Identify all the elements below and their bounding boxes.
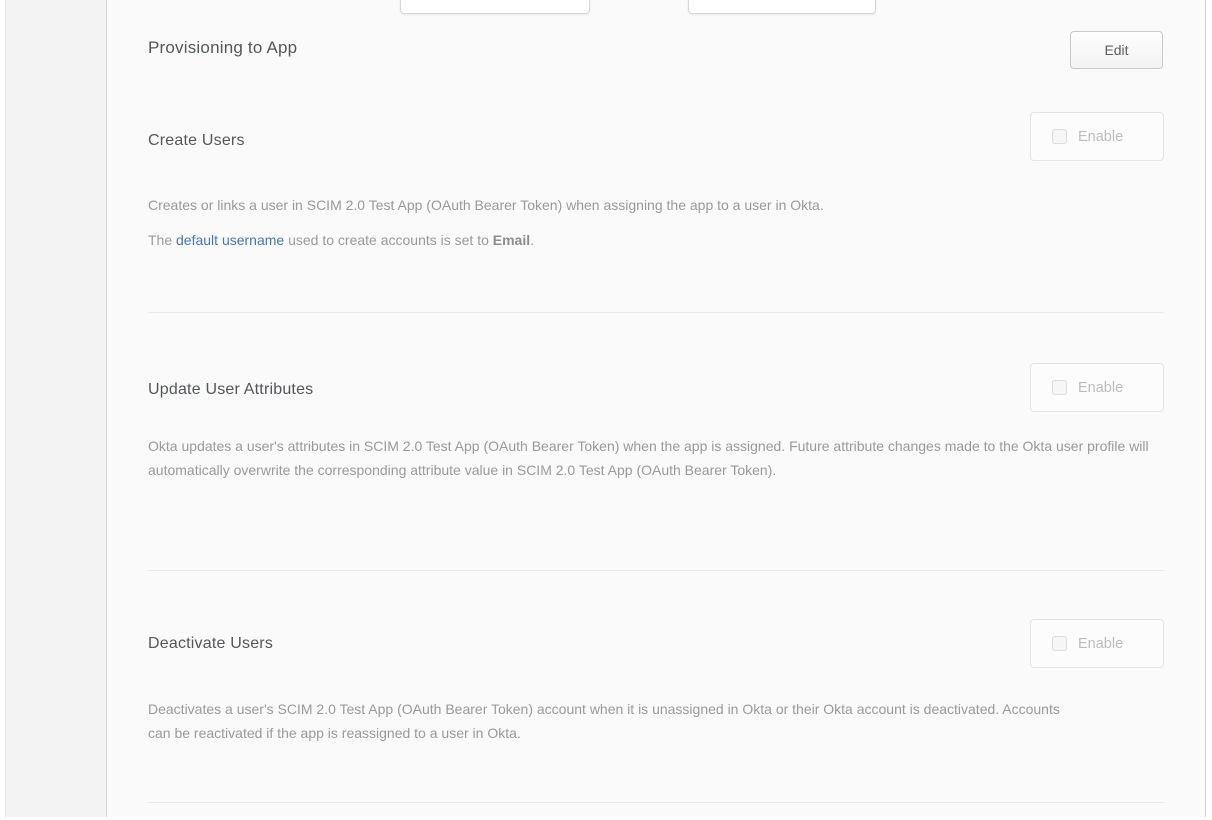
cutoff-input-box-right[interactable] xyxy=(688,0,876,14)
left-nav-rail xyxy=(5,0,107,817)
enable-checkbox-icon[interactable] xyxy=(1052,129,1067,144)
note-username-value: Email xyxy=(492,232,531,248)
default-username-link[interactable]: default username xyxy=(176,232,285,248)
deactivate-users-description: Deactivates a user's SCIM 2.0 Test App (OAuth Bearer Token) account when it is unassigned in Okta or their Okta account is deactivated. Accounts can be reactivated if the app is reassigned to a user in Okta. xyxy=(148,701,1060,741)
page-title: Provisioning to App xyxy=(148,38,298,57)
note-suffix: . xyxy=(530,232,535,248)
edit-button[interactable]: Edit xyxy=(1070,31,1163,69)
note-prefix: The xyxy=(148,232,177,248)
enable-toggle-create-users[interactable] xyxy=(1030,112,1164,161)
enable-toggle-update-user-attributes[interactable] xyxy=(1030,363,1164,412)
enable-checkbox-icon[interactable] xyxy=(1052,636,1067,651)
section-heading-update-user-attributes: Update User Attributes xyxy=(148,381,314,398)
provisioning-panel xyxy=(108,0,1206,817)
enable-toggle-deactivate-users[interactable] xyxy=(1030,619,1164,668)
enable-label: Enable xyxy=(1078,635,1124,652)
enable-checkbox-icon[interactable] xyxy=(1052,380,1067,395)
section-divider xyxy=(148,802,1164,803)
enable-label: Enable xyxy=(1078,128,1124,145)
section-divider xyxy=(148,312,1164,313)
enable-label: Enable xyxy=(1078,379,1124,396)
create-users-username-note xyxy=(148,228,1163,252)
update-user-attributes-description: Okta updates a user's attributes in SCIM 2.0 Test App (OAuth Bearer Token) when the app is assigned. Future attribute changes made to the Okta user profile will automatically overwrite the corresponding attribute value in SCIM 2.0 Test App (OAuth Bearer Token). xyxy=(148,438,1149,478)
cutoff-input-box-left[interactable] xyxy=(400,0,590,14)
note-middle: used to create accounts is set to xyxy=(284,232,493,248)
section-divider xyxy=(148,570,1164,571)
section-heading-deactivate-users: Deactivate Users xyxy=(148,635,274,652)
section-heading-create-users: Create Users xyxy=(148,132,245,149)
create-users-description: Creates or links a user in SCIM 2.0 Test App (OAuth Bearer Token) when assigning the app to a user in Okta. xyxy=(148,197,824,213)
